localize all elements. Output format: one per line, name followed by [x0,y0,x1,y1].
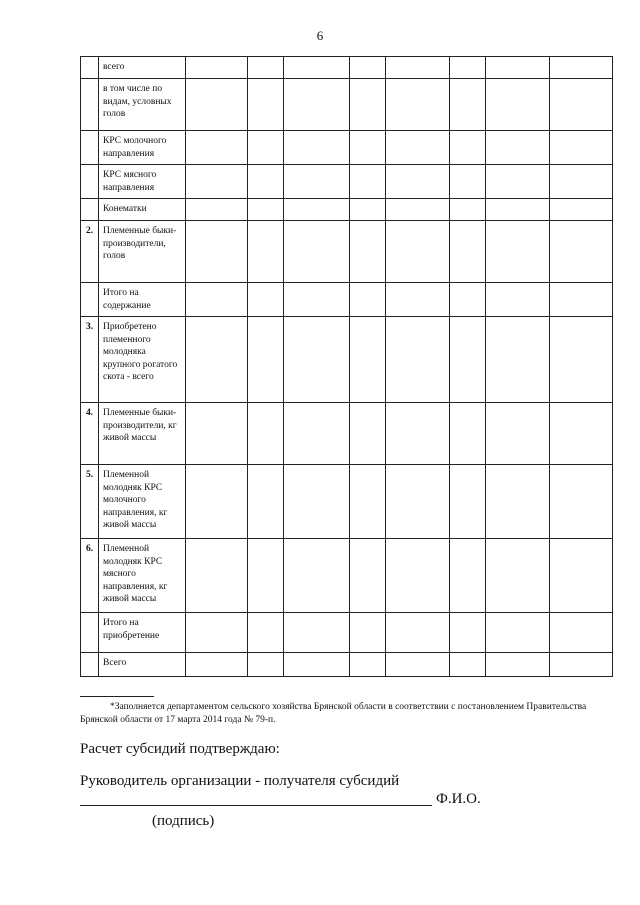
row-label: Итого на содержание [99,283,186,317]
empty-cell [248,465,284,539]
empty-cell [486,221,550,283]
empty-cell [284,403,350,465]
empty-cell [186,131,248,165]
row-label: всего [99,57,186,79]
empty-cell [186,653,248,677]
row-number: 2. [81,221,99,283]
empty-cell [248,57,284,79]
empty-cell [386,165,450,199]
empty-cell [248,403,284,465]
empty-cell [350,613,386,653]
empty-cell [450,613,486,653]
empty-cell [386,465,450,539]
row-label: КРС молочного направления [99,131,186,165]
empty-cell [186,221,248,283]
empty-cell [284,199,350,221]
empty-cell [450,221,486,283]
empty-cell [550,539,613,613]
empty-cell [248,653,284,677]
empty-cell [550,613,613,653]
empty-cell [486,653,550,677]
row-number [81,131,99,165]
row-label: Племенные быки-производители, кг живой массы [99,403,186,465]
empty-cell [450,317,486,403]
empty-cell [486,79,550,131]
empty-cell [486,539,550,613]
empty-cell [350,283,386,317]
footnote-separator [80,696,154,697]
empty-cell [450,79,486,131]
empty-cell [450,403,486,465]
row-label: Племенной молодняк КРС молочного направления, кг живой массы [99,465,186,539]
empty-cell [350,165,386,199]
empty-cell [186,283,248,317]
empty-cell [350,539,386,613]
signature-row [80,790,520,810]
empty-cell [450,165,486,199]
empty-cell [386,79,450,131]
empty-cell [450,283,486,317]
table-row [81,613,613,653]
footnote: *Заполняется департаментом сельского хозяйства Брянской области в соответствии с постановлением Правительства Брянской области от 17 марта 2014 года № 79-п. [80,702,587,725]
table-row [81,317,613,403]
empty-cell [486,403,550,465]
row-number: 6. [81,539,99,613]
empty-cell [486,465,550,539]
empty-cell [550,79,613,131]
row-number [81,57,99,79]
empty-cell [284,131,350,165]
row-number [81,653,99,677]
empty-cell [386,283,450,317]
empty-cell [350,403,386,465]
empty-cell [284,79,350,131]
empty-cell [550,57,613,79]
row-label: Всего [99,653,186,677]
empty-cell [486,283,550,317]
empty-cell [284,283,350,317]
row-number [81,199,99,221]
empty-cell [550,165,613,199]
row-label: Конематки [99,199,186,221]
empty-cell [450,653,486,677]
empty-cell [350,465,386,539]
empty-cell [450,199,486,221]
page-number: 6 [316,28,324,43]
empty-cell [350,79,386,131]
empty-cell [550,131,613,165]
empty-cell [186,165,248,199]
empty-cell [284,57,350,79]
empty-cell [386,613,450,653]
empty-cell [186,79,248,131]
empty-cell [550,465,613,539]
empty-cell [386,317,450,403]
empty-cell [248,79,284,131]
table-row [81,465,613,539]
row-label: КРС мясного направления [99,165,186,199]
empty-cell [486,165,550,199]
empty-cell [284,465,350,539]
empty-cell [186,539,248,613]
row-number [81,165,99,199]
empty-cell [386,403,450,465]
row-number [81,283,99,317]
table-row [81,403,613,465]
empty-cell [450,57,486,79]
table-row [81,653,613,677]
empty-cell [284,221,350,283]
empty-cell [248,131,284,165]
empty-cell [450,131,486,165]
empty-cell [248,317,284,403]
table-row [81,165,613,199]
empty-cell [486,613,550,653]
empty-cell [486,317,550,403]
empty-cell [284,317,350,403]
row-label: Племенные быки-производители, голов [99,221,186,283]
empty-cell [386,199,450,221]
empty-cell [350,221,386,283]
empty-cell [386,539,450,613]
empty-cell [486,199,550,221]
empty-cell [386,653,450,677]
empty-cell [248,283,284,317]
table-row [81,199,613,221]
empty-cell [386,57,450,79]
empty-cell [248,199,284,221]
empty-cell [284,539,350,613]
empty-cell [450,539,486,613]
row-number [81,79,99,131]
empty-cell [186,317,248,403]
row-label: Приобретено племенного молодняка крупного рогатого скота - всего [99,317,186,403]
row-number: 5. [81,465,99,539]
subsidy-table [80,56,613,677]
table-row [81,79,613,131]
row-label: в том числе по видам, условных голов [99,79,186,131]
table-row [81,539,613,613]
empty-cell [350,653,386,677]
signature-line [80,805,432,806]
empty-cell [550,283,613,317]
empty-cell [284,613,350,653]
empty-cell [386,221,450,283]
empty-cell [186,199,248,221]
empty-cell [284,653,350,677]
empty-cell [550,221,613,283]
table-row [81,283,613,317]
empty-cell [248,221,284,283]
empty-cell [248,165,284,199]
empty-cell [350,131,386,165]
confirm-text: Расчет субсидий подтверждаю: [80,741,280,757]
empty-cell [350,317,386,403]
empty-cell [450,465,486,539]
head-of-organization-text: Руководитель организации - получателя субсидий [80,773,400,789]
empty-cell [186,57,248,79]
empty-cell [386,131,450,165]
table-row [81,131,613,165]
empty-cell [550,317,613,403]
row-number: 4. [81,403,99,465]
empty-cell [550,199,613,221]
table-row [81,221,613,283]
row-label: Итого на приобретение [99,613,186,653]
empty-cell [186,465,248,539]
empty-cell [486,131,550,165]
empty-cell [248,613,284,653]
row-label: Племенной молодняк КРС мясного направления, кг живой массы [99,539,186,613]
row-number [81,613,99,653]
empty-cell [350,57,386,79]
empty-cell [284,165,350,199]
empty-cell [350,199,386,221]
empty-cell [550,403,613,465]
row-number: 3. [81,317,99,403]
empty-cell [186,403,248,465]
signature-caption: (подпись) [152,813,215,829]
empty-cell [248,539,284,613]
empty-cell [486,57,550,79]
empty-cell [550,653,613,677]
empty-cell [186,613,248,653]
table-row [81,57,613,79]
fio-label: Ф.И.О. [436,791,481,807]
